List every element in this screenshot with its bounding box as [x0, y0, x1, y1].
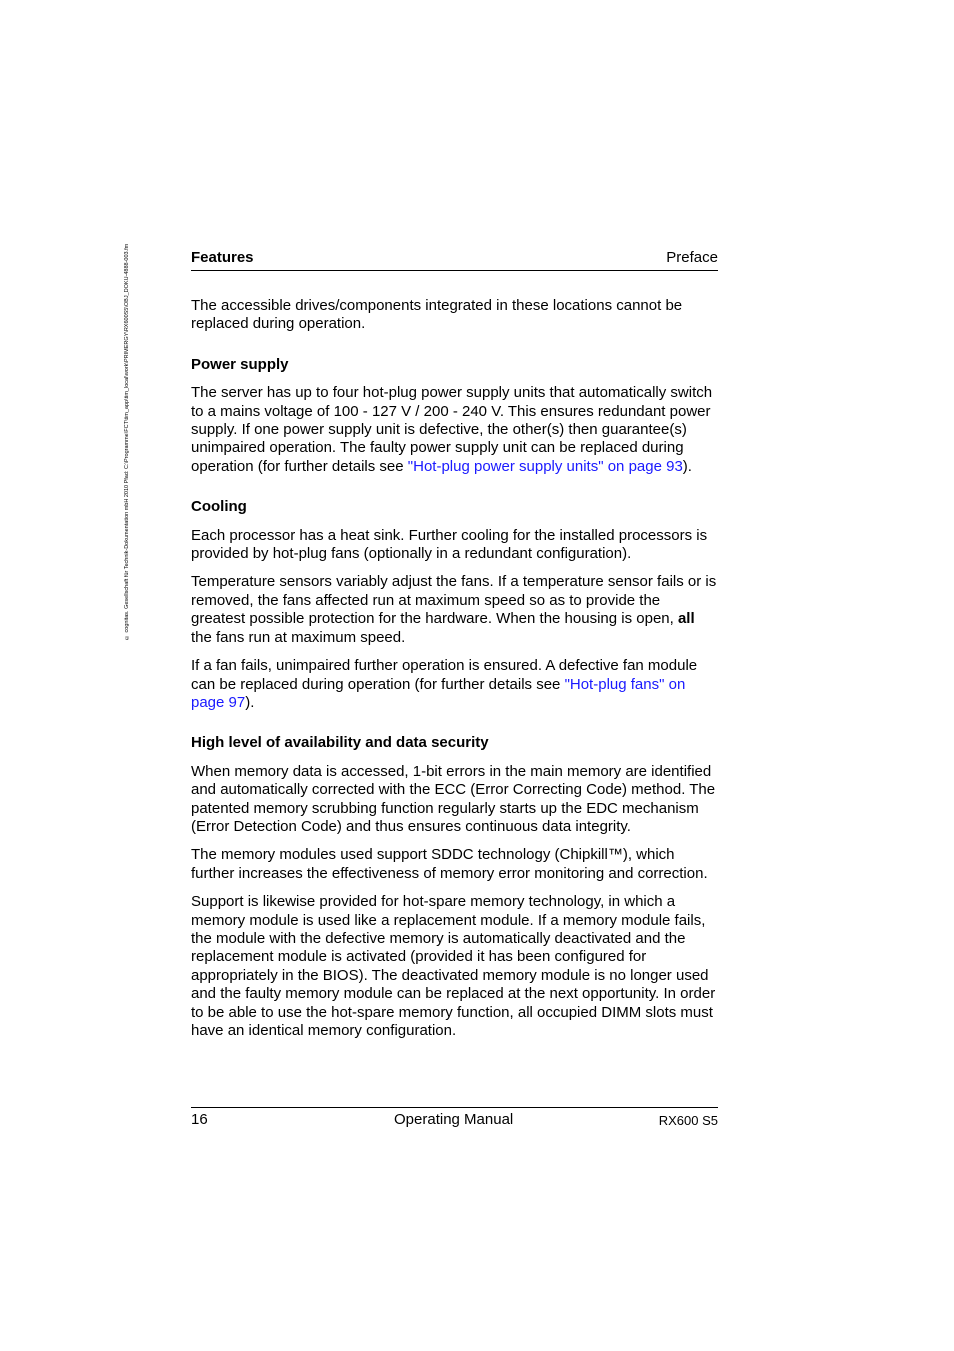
main-content: [191, 297, 718, 1050]
header-chapter-title: Preface: [666, 249, 718, 266]
side-copyright-note: © cognitas. Gesellschaft für Technik-Dokumentation mbH 2010 Pfad: C:\Programme\FCT\tim_app\tim_local\work\PRIMERGY\RX600S5\OBJ_DOKU-4888-003.fm: [124, 243, 130, 640]
footer-manual-title: Operating Manual: [394, 1111, 514, 1128]
availability-paragraph-3: Support is likewise provided for hot-spare memory technology, in which a memory module is used like a replacement module. If a memory module fails, the module with the defective memory is automatically deactivated and the replacement module is activated (provided it has been configured for appropriately in the BIOS). The deactivated memory module is no longer used and the faulty memory module can be replaced at the next opportunity. In order to be able to use the hot-spare memory function, all occupied DIMM slots must have an identical memory configuration.: [191, 893, 716, 1039]
page-footer: [191, 1107, 718, 1132]
availability-paragraph-1: When memory data is accessed, 1-bit errors in the main memory are identified and automatically corrected with the ECC (Error Correcting Code) method. The patented memory scrubbing function regularly starts up the EDC mechanism (Error Detection Code) and thus ensures continuous data integrity.: [191, 762, 716, 835]
power-supply-heading: Power supply: [191, 355, 289, 373]
intro-paragraph: The accessible drives/components integrated in these locations cannot be replaced during operation.: [191, 297, 683, 333]
footer-model-name: RX600 S5: [658, 1113, 718, 1128]
header-section-title: Features: [191, 249, 254, 266]
hot-plug-fans-link[interactable]: "Hot-plug fans" on page 97: [191, 675, 686, 711]
power-supply-link[interactable]: "Hot-plug power supply units" on page 93: [407, 457, 683, 475]
page-header: [191, 247, 718, 271]
cooling-paragraph-1: Each processor has a heat sink. Further cooling for the installed processors is provided by hot-plug fans (optionally in a redundant configuration).: [191, 526, 708, 563]
availability-paragraph-2: The memory modules used support SDDC technology (Chipkill™), which further increases the effectiveness of memory error monitoring and correction.: [191, 846, 708, 882]
availability-heading: High level of availability and data security: [191, 734, 489, 752]
page-number: 16: [191, 1111, 208, 1128]
power-supply-paragraph: The server has up to four hot-plug power supply units that automatically switch to a mains voltage of 100 - 127 V / 200 - 240 V. This ensures redundant power supply. If one power supply unit is defective, the other(s) then guarantee(s) unimpaired operation. The faulty power supply unit can be replaced during operation (for further details see "Hot-plug power supply units" on page 93).: [191, 384, 713, 475]
cooling-heading: Cooling: [191, 498, 247, 516]
cooling-paragraph-3: If a fan fails, unimpaired further operation is ensured. A defective fan module can be replaced during operation (for further details see "Hot-plug fans" on page 97).: [191, 657, 698, 711]
cooling-paragraph-2: Temperature sensors variably adjust the fans. If a temperature sensor fails or is removed, the fans affected run at maximum speed so as to provide the greatest possible protection for the hardware. When the housing is open, all the fans run at maximum speed.: [191, 573, 717, 646]
